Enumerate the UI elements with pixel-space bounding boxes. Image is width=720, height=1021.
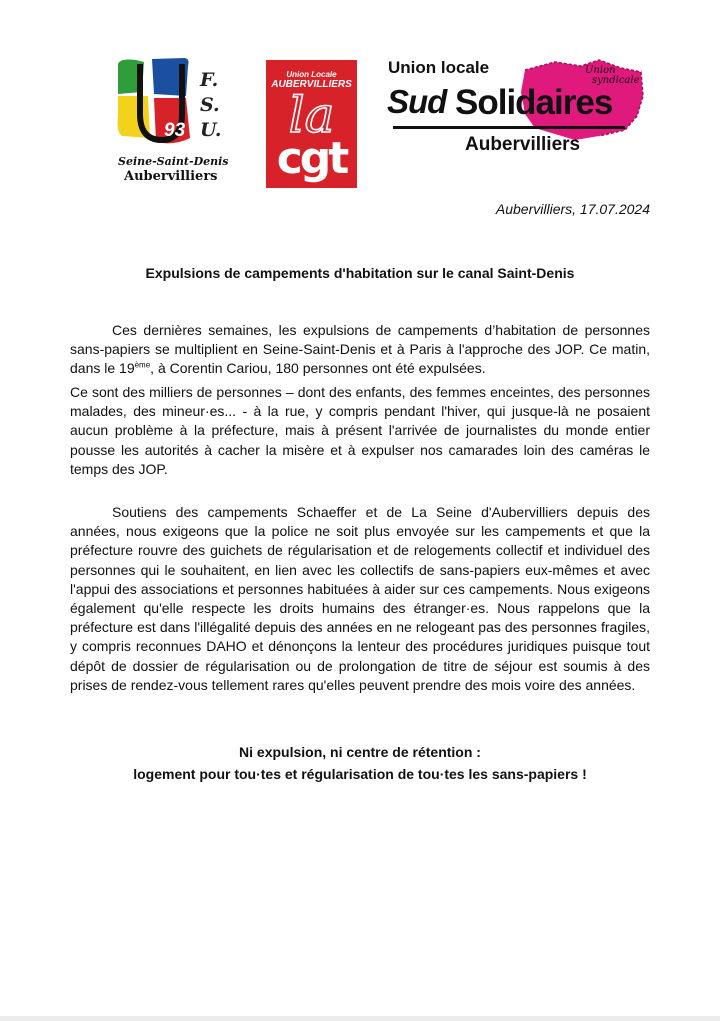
solidaires-underline [393,126,625,129]
paragraph-1-end: , à Corentin Cariou, 180 personnes ont été expulsées. [150,360,486,377]
superscript-eme: ème [134,360,151,370]
fsu-number: 93 [164,120,186,141]
solidaires-logo [385,56,647,158]
solidaires-word: Solidaires [455,83,613,122]
cgt-la: la [288,86,335,144]
fsu-department: Seine-Saint-Denis [118,155,229,168]
closing-line-2: logement pour tou·tes et régularisation de tou·tes les sans-papiers ! [133,766,587,782]
solidaires-union: Union [585,65,616,76]
solidaires-city: Aubervilliers [465,134,581,155]
fsu-letter-s: S. [200,94,220,116]
document-date: Aubervilliers, 17.07.2024 [495,201,650,217]
fsu-emblem [114,56,204,151]
fsu-letter-f: F. [200,69,219,91]
cgt-city: AUBERVILLIERS [271,79,352,90]
solidaires-syndicale: syndicale [592,75,640,86]
cgt-logo [266,60,357,188]
closing-statement [70,741,650,785]
document-title: Expulsions de campements d'habitation sur le canal Saint-Denis [145,265,575,281]
paragraph-1 [70,321,650,379]
solidaires-union-locale: Union locale [388,58,490,77]
fsu-city: Aubervilliers [124,169,218,184]
closing-line-1: Ni expulsion, ni centre de rétention : [239,744,481,760]
cgt-word: cgt [276,133,347,184]
solidaires-sud: Sud [387,83,447,120]
fsu-logo [114,56,234,188]
fsu-letters [200,68,230,143]
bottom-strip [0,1016,720,1021]
paragraph-3: Soutiens des campements Schaeffer et de La Seine d'Aubervilliers depuis des années, nous exigeons que la police ne soit plus envoyée sur les campements et que la préfecture rouvre des guichets de régularisation et de relogements collectif et individuel des personnes qui le souhaitent, en lien avec les collectifs de sans-papiers eux-mêmes et avec l'appui des associations et personnes habituées à aider sur ces campements. Nous exigeons également qu'elle respecte les droits humains des étranger·es. Nous rappelons que la préfecture est dans l'illégalité depuis des années en ne relogeant pas des personnes fragiles, y compris reconnues DAHO et dénonçons la lenteur des procédures juridiques puisque tout dépôt de dossier de régularisation ou de prolongation de titre de séjour est soumis à des prises de rendez-vous tellement rares qu'elles peuvent prendre des mois voire des années. [70,504,650,693]
paragraph-1-text: Ces dernières semaines, les expulsions de campements d’habitation de personnes sans-papiers se multiplient en Seine-Saint-Denis et à Paris à l'approche des JOP. Ce matin, dans le 19 [70,322,650,377]
cgt-union-locale: Union Locale [286,70,337,79]
paragraph-2: Ce sont des milliers de personnes – dont des enfants, des femmes enceintes, des personnes malades, des mineur·es... - à la rue, y compris pendant l'hiver, qui jusque-là ne posaient aucun problème à la préfecture, mais à présent l'arrivée de journalistes du monde entier pousse les autorités à cacher la misère et à expulser nos camarades loin des caméras le temps des JOP. [70,384,650,477]
fsu-letter-u: U. [200,119,222,141]
